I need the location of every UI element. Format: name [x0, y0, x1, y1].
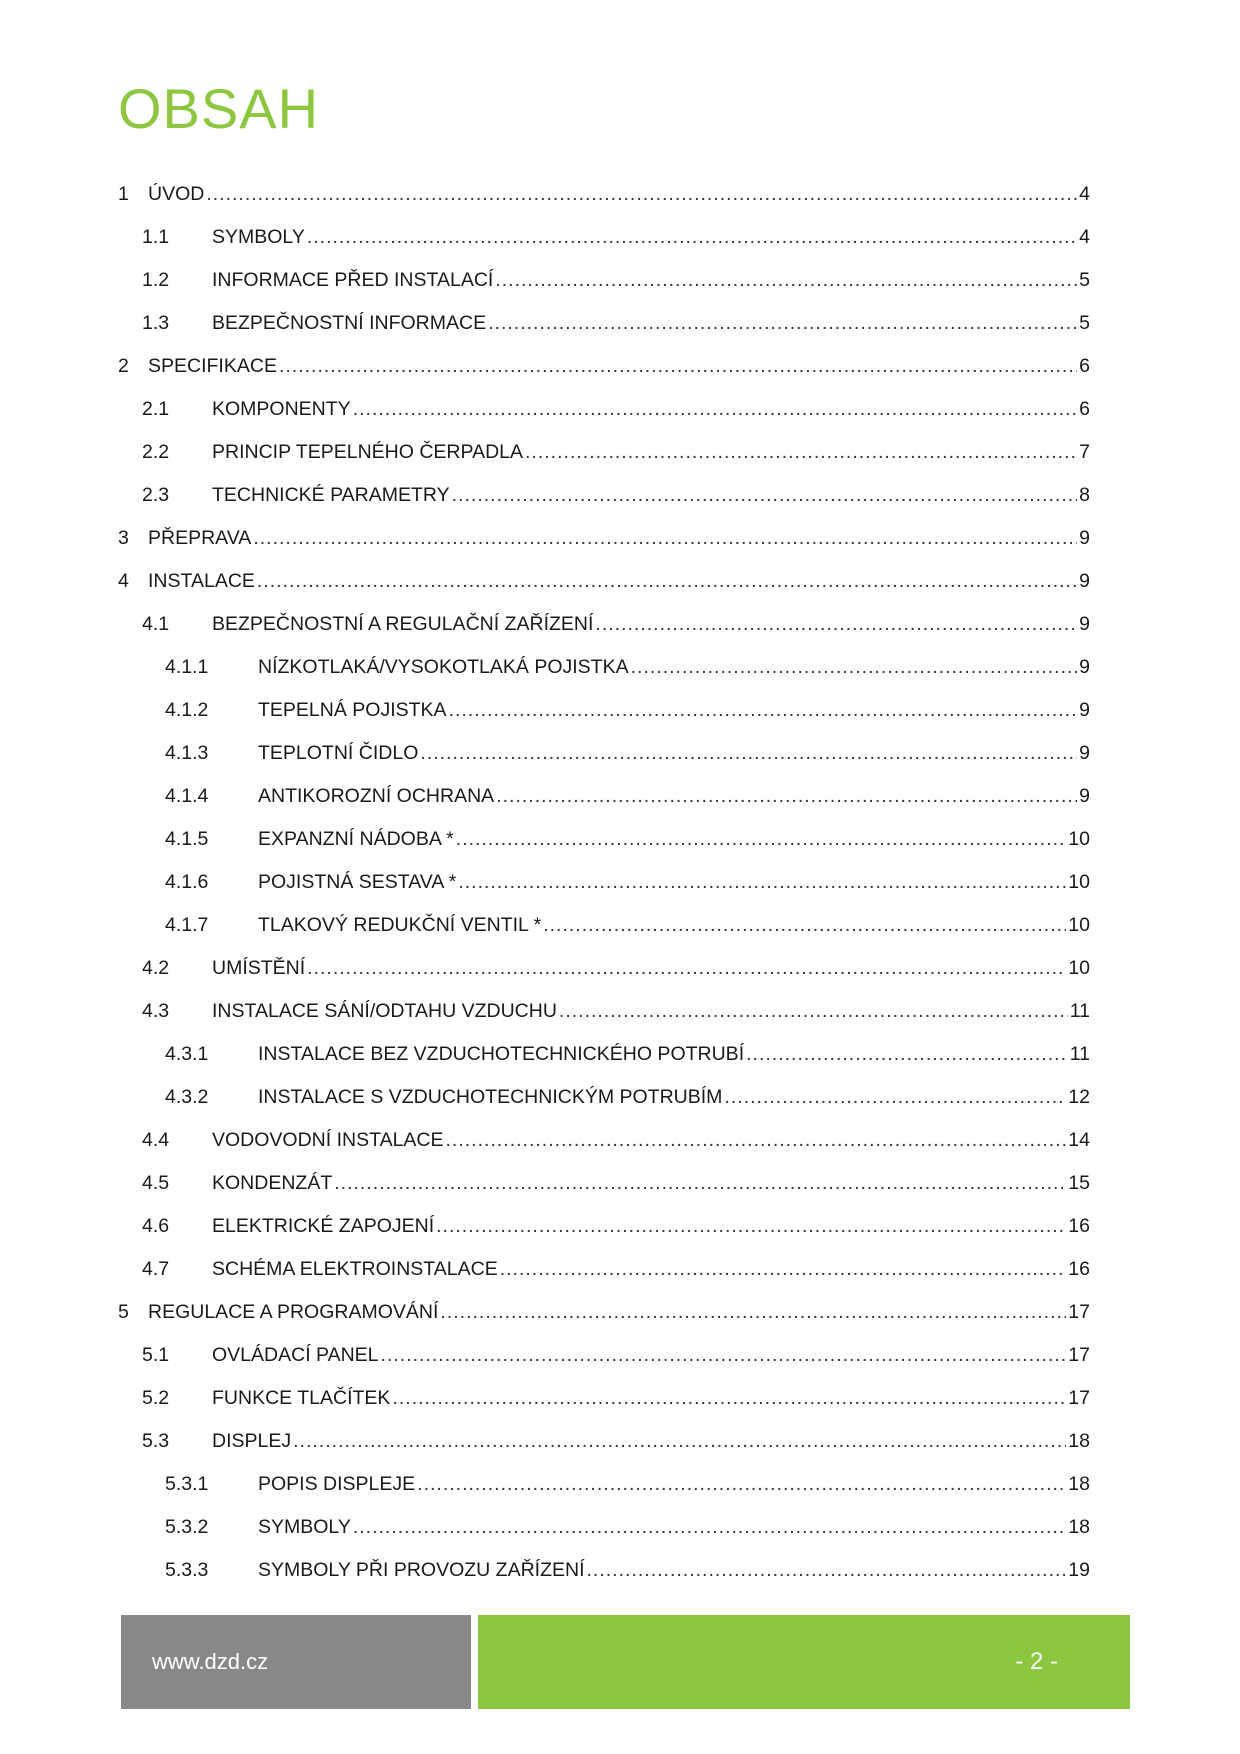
toc-entry[interactable] [118, 1344, 1090, 1387]
toc-entry-number: 4.5 [142, 1172, 170, 1194]
toc-entry-number: 4.6 [142, 1215, 170, 1237]
toc-entry[interactable] [118, 398, 1090, 441]
toc-entry-number: 4.1.4 [165, 785, 209, 807]
toc-entry-number: 4.3 [142, 1000, 170, 1022]
toc-entry-title: KONDENZÁT [212, 1172, 333, 1194]
toc-entry-title: SCHÉMA ELEKTROINSTALACE [212, 1258, 498, 1280]
toc-dot-leader [417, 1473, 1066, 1496]
toc-dot-leader [381, 1344, 1067, 1367]
toc-entry-number: 3 [118, 527, 129, 549]
toc-entry-title: SYMBOLY [258, 1516, 351, 1538]
toc-entry-page: 10 [1068, 871, 1090, 893]
toc-entry-title: INSTALACE [148, 570, 255, 592]
toc-entry[interactable] [118, 1258, 1090, 1301]
toc-entry-title: SYMBOLY [212, 226, 305, 248]
toc-entry[interactable] [118, 355, 1090, 398]
toc-entry[interactable] [118, 957, 1090, 1000]
toc-dot-leader [293, 1430, 1066, 1453]
toc-dot-leader [446, 1129, 1067, 1152]
toc-entry-page: 11 [1069, 1043, 1090, 1065]
toc-dot-leader [206, 183, 1077, 206]
toc-entry-page: 7 [1079, 441, 1090, 463]
toc-dot-leader [587, 1559, 1067, 1582]
toc-entry-title: POPIS DISPLEJE [258, 1473, 416, 1495]
toc-entry-title: VODOVODNÍ INSTALACE [212, 1129, 444, 1151]
toc-entry[interactable] [118, 1043, 1090, 1086]
toc-entry-title: REGULACE A PROGRAMOVÁNÍ [148, 1301, 439, 1323]
toc-entry-title: SYMBOLY PŘI PROVOZU ZAŘÍZENÍ [258, 1559, 585, 1581]
toc-entry[interactable] [118, 1086, 1090, 1129]
toc-entry-number: 4.1.1 [165, 656, 209, 678]
toc-entry-page: 16 [1068, 1258, 1090, 1280]
toc-dot-leader [458, 871, 1066, 894]
toc-entry-page: 12 [1068, 1086, 1090, 1108]
toc-entry-page: 4 [1079, 183, 1090, 205]
toc-entry[interactable] [118, 656, 1090, 699]
toc-dot-leader [746, 1043, 1068, 1066]
toc-entry[interactable] [118, 1559, 1090, 1602]
toc-entry-page: 17 [1068, 1344, 1090, 1366]
toc-entry-number: 4.3.1 [165, 1043, 209, 1065]
toc-entry-title: PŘEPRAVA [148, 527, 252, 549]
toc-entry-number: 2.3 [142, 484, 170, 506]
toc-dot-leader [500, 1258, 1067, 1281]
toc-entry-page: 8 [1079, 484, 1090, 506]
toc-entry-title: POJISTNÁ SESTAVA * [258, 871, 457, 893]
toc-entry-number: 1.1 [142, 226, 170, 248]
toc-dot-leader [334, 1172, 1066, 1195]
toc-entry-title: INSTALACE SÁNÍ/ODTAHU VZDUCHU [212, 1000, 557, 1022]
toc-entry[interactable] [118, 1387, 1090, 1430]
toc-entry-page: 6 [1079, 398, 1090, 420]
toc-entry[interactable] [118, 1129, 1090, 1172]
toc-entry-title: NÍZKOTLAKÁ/VYSOKOTLAKÁ POJISTKA [258, 656, 629, 678]
toc-entry-title: FUNKCE TLAČÍTEK [212, 1387, 391, 1409]
toc-entry-page: 9 [1079, 742, 1090, 764]
toc-entry-number: 1.3 [142, 312, 170, 334]
toc-entry-page: 18 [1068, 1430, 1090, 1452]
toc-dot-leader [436, 1215, 1066, 1238]
toc-entry-title: BEZPEČNOSTNÍ A REGULAČNÍ ZAŘÍZENÍ [212, 613, 594, 635]
toc-entry[interactable] [118, 871, 1090, 914]
toc-entry[interactable] [118, 183, 1090, 226]
toc-dot-leader [392, 1387, 1066, 1410]
toc-entry-page: 19 [1068, 1559, 1090, 1581]
toc-entry[interactable] [118, 570, 1090, 613]
toc-entry[interactable] [118, 1000, 1090, 1043]
toc-entry-page: 15 [1068, 1172, 1090, 1194]
toc-dot-leader [456, 828, 1067, 851]
toc-entry-number: 5 [118, 1301, 129, 1323]
toc-entry-page: 9 [1079, 785, 1090, 807]
footer-page-bar [478, 1615, 1130, 1709]
toc-entry-page: 17 [1068, 1301, 1090, 1323]
toc-entry-number: 4.2 [142, 957, 170, 979]
toc-entry-page: 16 [1068, 1215, 1090, 1237]
toc-entry-page: 9 [1079, 527, 1090, 549]
toc-entry-number: 4.7 [142, 1258, 170, 1280]
toc-entry-title: INSTALACE BEZ VZDUCHOTECHNICKÉHO POTRUBÍ [258, 1043, 745, 1065]
footer-url: www.dzd.cz [152, 1649, 269, 1674]
toc-entry-title: TEPELNÁ POJISTKA [258, 699, 447, 721]
toc-entry-page: 14 [1068, 1129, 1090, 1151]
toc-dot-leader [495, 269, 1077, 292]
toc-entry-title: TECHNICKÉ PARAMETRY [212, 484, 450, 506]
toc-entry-number: 4.3.2 [165, 1086, 209, 1108]
toc-entry-number: 2 [118, 355, 129, 377]
toc-entry-title: OVLÁDACÍ PANEL [212, 1344, 379, 1366]
toc-entry[interactable] [118, 699, 1090, 742]
toc-dot-leader [420, 742, 1077, 765]
toc-dot-leader [525, 441, 1077, 464]
toc-entry-page: 10 [1068, 914, 1090, 936]
toc-dot-leader [452, 484, 1077, 507]
toc-entry[interactable] [118, 1172, 1090, 1215]
toc-entry-title: PRINCIP TEPELNÉHO ČERPADLA [212, 441, 524, 463]
toc-entry-number: 5.3.2 [165, 1516, 209, 1538]
toc-entry-title: TLAKOVÝ REDUKČNÍ VENTIL * [258, 914, 542, 936]
toc-dot-leader [724, 1086, 1066, 1109]
toc-entry-page: 18 [1068, 1473, 1090, 1495]
toc-dot-leader [353, 398, 1077, 421]
toc-dot-leader [496, 785, 1077, 808]
toc-entry-number: 2.1 [142, 398, 170, 420]
toc-entry-page: 18 [1068, 1516, 1090, 1538]
toc-entry-page: 10 [1068, 828, 1090, 850]
table-of-contents [118, 183, 1090, 1602]
toc-entry[interactable] [118, 1516, 1090, 1559]
toc-entry-title: ANTIKOROZNÍ OCHRANA [258, 785, 495, 807]
toc-dot-leader [440, 1301, 1066, 1324]
toc-entry-number: 4.1.2 [165, 699, 209, 721]
toc-entry-page: 4 [1079, 226, 1090, 248]
toc-entry-number: 5.2 [142, 1387, 170, 1409]
toc-entry[interactable] [118, 828, 1090, 871]
toc-entry-number: 4.4 [142, 1129, 170, 1151]
toc-entry[interactable] [118, 1215, 1090, 1258]
toc-entry-number: 4.1 [142, 613, 170, 635]
toc-entry-title: UMÍSTĚNÍ [212, 957, 306, 979]
toc-entry[interactable] [118, 785, 1090, 828]
toc-entry-number: 1 [118, 183, 129, 205]
toc-dot-leader [595, 613, 1077, 636]
toc-entry[interactable] [118, 269, 1090, 312]
toc-dot-leader [488, 312, 1077, 335]
toc-entry-title: INSTALACE S VZDUCHOTECHNICKÝM POTRUBÍM [258, 1086, 723, 1108]
toc-dot-leader [307, 226, 1077, 249]
toc-entry[interactable] [118, 527, 1090, 570]
toc-dot-leader [631, 656, 1078, 679]
toc-entry-page: 5 [1079, 312, 1090, 334]
footer-url-bar [121, 1615, 471, 1709]
toc-entry-number: 2.2 [142, 441, 170, 463]
toc-entry[interactable] [118, 1430, 1090, 1473]
toc-entry-title: DISPLEJ [212, 1430, 292, 1452]
toc-entry-title: INFORMACE PŘED INSTALACÍ [212, 269, 494, 291]
toc-entry-number: 4.1.5 [165, 828, 209, 850]
toc-entry[interactable] [118, 1301, 1090, 1344]
toc-entry-title: ELEKTRICKÉ ZAPOJENÍ [212, 1215, 435, 1237]
toc-entry[interactable] [118, 1473, 1090, 1516]
toc-entry[interactable] [118, 914, 1090, 957]
toc-dot-leader [449, 699, 1078, 722]
toc-entry-title: KOMPONENTY [212, 398, 351, 420]
toc-entry-page: 9 [1079, 613, 1090, 635]
toc-entry-title: EXPANZNÍ NÁDOBA * [258, 828, 454, 850]
toc-entry-number: 4.1.6 [165, 871, 209, 893]
toc-entry-title: TEPLOTNÍ ČIDLO [258, 742, 419, 764]
toc-dot-leader [543, 914, 1066, 937]
toc-entry-number: 5.3 [142, 1430, 170, 1452]
toc-entry-page: 5 [1079, 269, 1090, 291]
toc-entry-page: 6 [1079, 355, 1090, 377]
page-title: OBSAH [118, 77, 320, 140]
toc-entry-title: BEZPEČNOSTNÍ INFORMACE [212, 312, 487, 334]
footer-page-number: - 2 - [1015, 1648, 1058, 1675]
toc-entry-number: 1.2 [142, 269, 170, 291]
toc-entry-number: 4.1.7 [165, 914, 209, 936]
toc-entry-number: 5.1 [142, 1344, 170, 1366]
toc-entry-page: 9 [1079, 656, 1090, 678]
toc-entry-number: 5.3.3 [165, 1559, 209, 1581]
toc-entry[interactable] [118, 441, 1090, 484]
toc-entry-page: 9 [1079, 570, 1090, 592]
toc-entry-page: 11 [1069, 1000, 1090, 1022]
toc-entry-number: 4 [118, 570, 129, 592]
toc-entry-page: 10 [1068, 957, 1090, 979]
toc-entry-page: 17 [1068, 1387, 1090, 1409]
toc-entry-number: 5.3.1 [165, 1473, 209, 1495]
toc-dot-leader [559, 1000, 1068, 1023]
toc-entry[interactable] [118, 226, 1090, 269]
toc-dot-leader [279, 355, 1077, 378]
toc-dot-leader [353, 1516, 1066, 1539]
toc-entry-number: 4.1.3 [165, 742, 209, 764]
toc-entry[interactable] [118, 613, 1090, 656]
toc-entry[interactable] [118, 742, 1090, 785]
toc-entry[interactable] [118, 484, 1090, 527]
toc-entry[interactable] [118, 312, 1090, 355]
toc-entry-title: ÚVOD [148, 183, 205, 205]
toc-entry-page: 9 [1079, 699, 1090, 721]
toc-dot-leader [257, 570, 1077, 593]
toc-entry-title: SPECIFIKACE [148, 355, 277, 377]
toc-dot-leader [307, 957, 1066, 980]
toc-dot-leader [253, 527, 1077, 550]
